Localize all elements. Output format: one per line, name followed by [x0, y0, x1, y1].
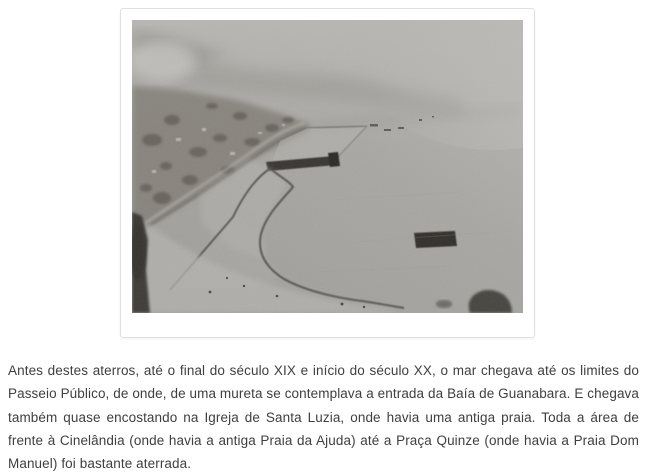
photo-card: [120, 8, 535, 338]
historical-photo: [132, 20, 523, 313]
article-paragraph: Antes destes aterros, até o final do século XIX e início do século XX, o mar chegava até os limites do Passeio Público, de onde, de uma mureta se contemplava a entrada da Baía de Guanabara. E chegava também quase encostando na Igreja de Santa Luzia, onde havia uma antiga praia. Toda a área de frente à Cinelândia (onde havia a antiga Praia da Ajuda) até a Praça Quinze (onde havia a Praia Dom Manuel) foi bastante aterrada.: [8, 363, 640, 472]
blog-page: [0, 8, 647, 476]
film-grain: [132, 20, 523, 313]
